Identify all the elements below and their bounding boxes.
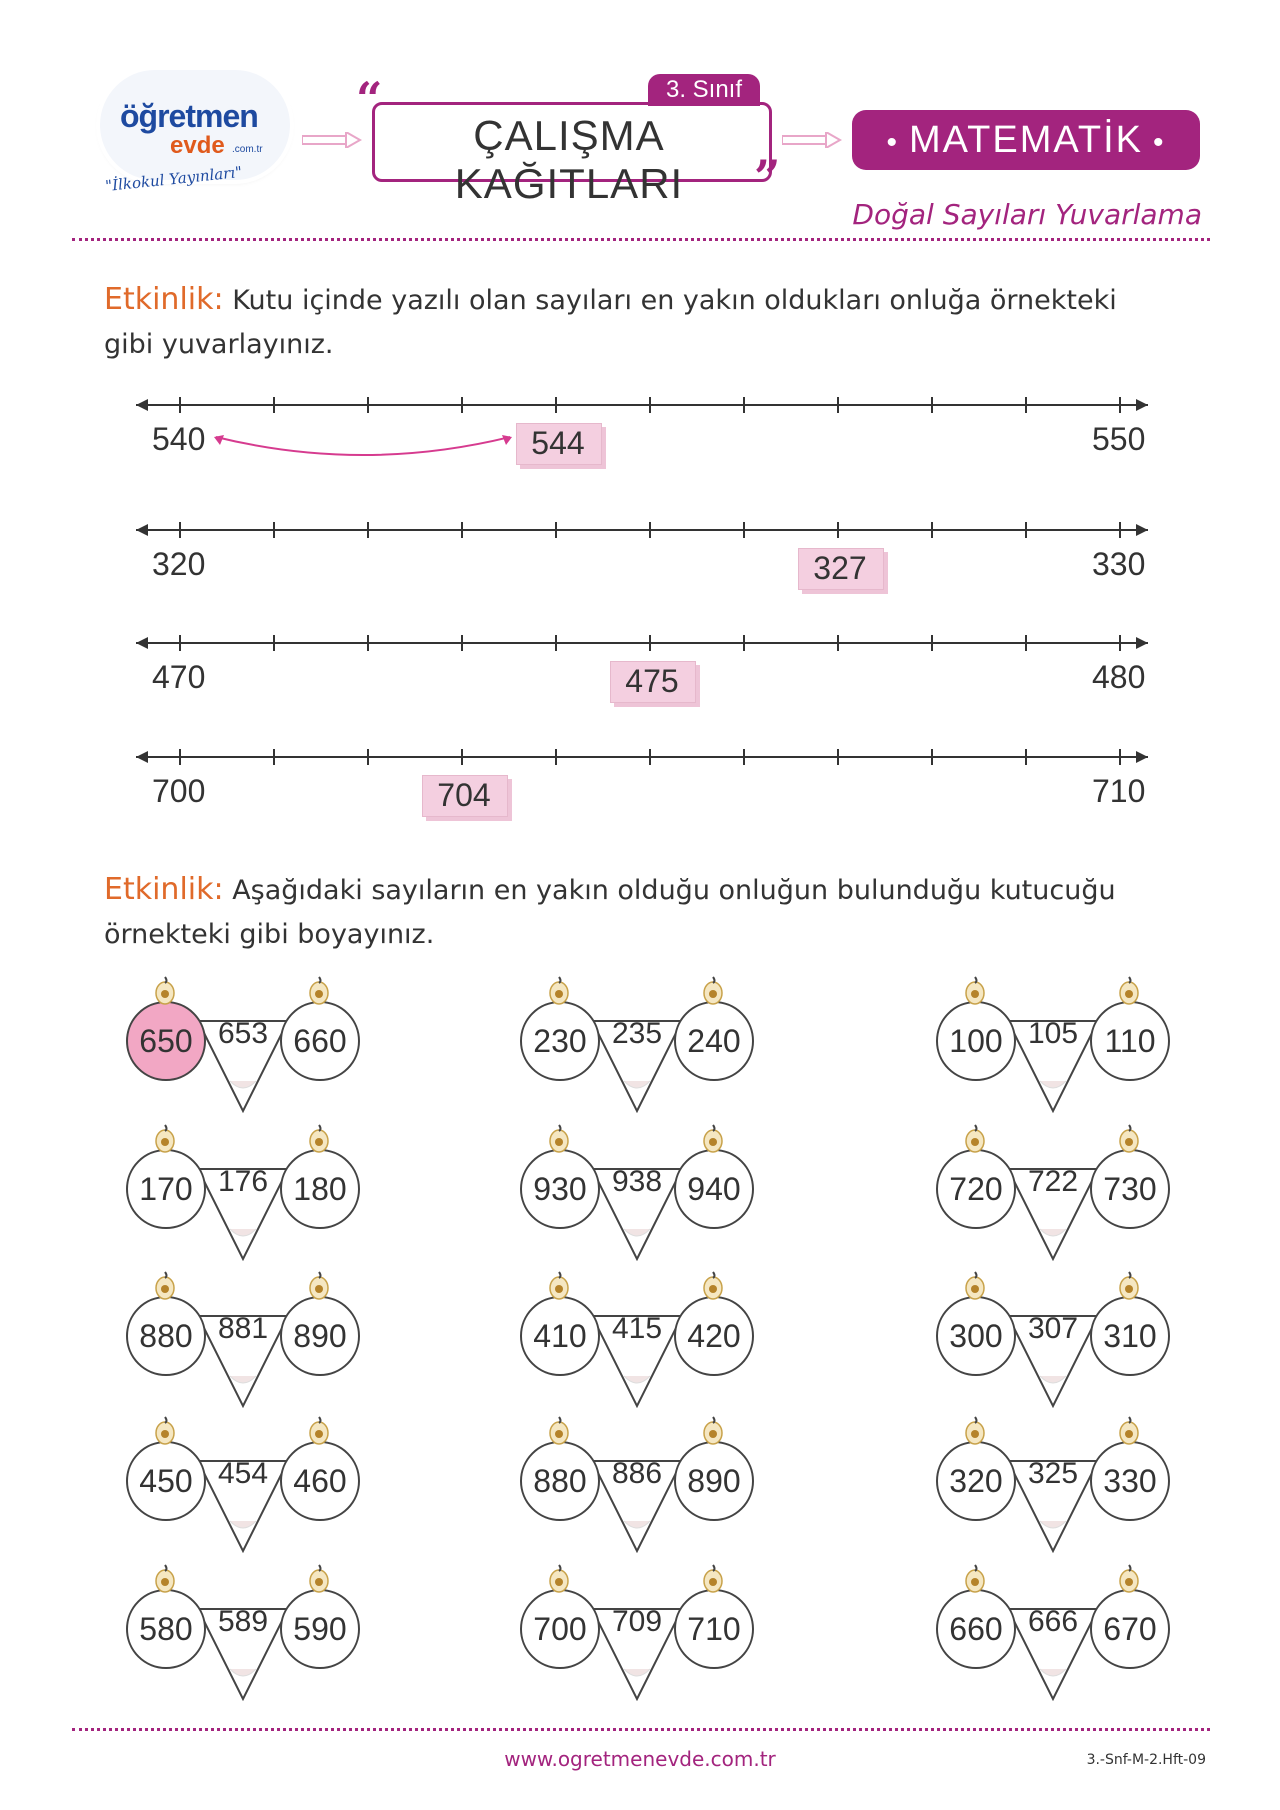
- middle-number: 938: [611, 1165, 663, 1198]
- bead-icon: [548, 975, 570, 1009]
- brick-value: 475: [625, 663, 679, 699]
- middle-number: 653: [217, 1017, 269, 1050]
- logo-main-text: öğretmen: [120, 98, 258, 134]
- left-circle[interactable]: 230: [520, 1001, 600, 1081]
- logo-sub-text: evde: [170, 132, 225, 159]
- bead-icon: [702, 1563, 724, 1597]
- bead-icon: [308, 1563, 330, 1597]
- bead-group: [126, 1270, 360, 1420]
- number-line-start: 700: [152, 773, 206, 809]
- left-circle[interactable]: 930: [520, 1149, 600, 1229]
- left-circle[interactable]: 300: [936, 1296, 1016, 1376]
- right-circle[interactable]: 330: [1090, 1441, 1170, 1521]
- subject-dot-left: •: [886, 126, 899, 159]
- left-circle[interactable]: 880: [126, 1296, 206, 1376]
- bead-icon: [964, 1123, 986, 1157]
- bead-icon: [1118, 1270, 1140, 1304]
- bead-group: [126, 1123, 360, 1273]
- bead-group: [936, 1270, 1170, 1420]
- number-line-end: 550: [1092, 421, 1146, 457]
- number-line-end: 480: [1092, 659, 1146, 695]
- quote-close: ”: [754, 150, 781, 204]
- bead-icon: [1118, 1563, 1140, 1597]
- brick-value: 704: [437, 777, 491, 813]
- bead-icon: [1118, 1123, 1140, 1157]
- subject-badge: [852, 110, 1200, 170]
- footer-code: 3.-Snf-M-2.Hft-09: [1086, 1752, 1206, 1768]
- left-circle[interactable]: 580: [126, 1589, 206, 1669]
- left-circle[interactable]: 320: [936, 1441, 1016, 1521]
- activity1-keyword: Etkinlik:: [104, 282, 224, 317]
- middle-number: 325: [1027, 1457, 1079, 1490]
- activity2-text: Aşağıdaki sayıların en yakın olduğu onluğun bulunduğu kutucuğu örnekteki gibi boyayınız.: [104, 875, 1116, 950]
- number-line-end: 330: [1092, 546, 1146, 582]
- middle-number: 709: [611, 1605, 663, 1638]
- quote-open: “: [356, 72, 383, 126]
- bead-icon: [154, 1123, 176, 1157]
- middle-number: 881: [217, 1312, 269, 1345]
- worksheet-title: ÇALIŞMA KAĞITLARI: [454, 112, 684, 207]
- middle-number: 307: [1027, 1312, 1079, 1345]
- bead-icon: [702, 975, 724, 1009]
- footer-divider: [72, 1728, 1210, 1731]
- bead-group: [936, 1415, 1170, 1565]
- bead-group: [520, 1415, 754, 1565]
- bead-icon: [702, 1415, 724, 1449]
- topic-title: Doğal Sayıları Yuvarlama: [852, 198, 1202, 231]
- left-circle[interactable]: 100: [936, 1001, 1016, 1081]
- number-line-start: 540: [152, 421, 206, 457]
- bead-icon: [548, 1415, 570, 1449]
- footer-url: www.ogretmenevde.com.tr: [504, 1747, 776, 1771]
- number-line-axis: [0, 516, 1280, 544]
- middle-number: 666: [1027, 1605, 1079, 1638]
- bead-group: [126, 1415, 360, 1565]
- right-circle[interactable]: 240: [674, 1001, 754, 1081]
- bead-group: [936, 1123, 1170, 1273]
- right-circle[interactable]: 940: [674, 1149, 754, 1229]
- right-circle[interactable]: 420: [674, 1296, 754, 1376]
- middle-number: 176: [217, 1165, 269, 1198]
- bead-group: [126, 975, 360, 1125]
- bead-group: [126, 1563, 360, 1713]
- right-circle[interactable]: 460: [280, 1441, 360, 1521]
- bead-icon: [154, 975, 176, 1009]
- bead-group: [936, 975, 1170, 1125]
- bead-group: [520, 975, 754, 1125]
- publisher-logo: [100, 60, 300, 210]
- right-circle[interactable]: 710: [674, 1589, 754, 1669]
- subject-dot-right: •: [1153, 126, 1166, 159]
- bead-icon: [702, 1123, 724, 1157]
- left-circle[interactable]: 660: [936, 1589, 1016, 1669]
- subject-label: MATEMATİK: [908, 119, 1144, 161]
- bead-icon: [154, 1563, 176, 1597]
- bead-icon: [308, 975, 330, 1009]
- header-divider: [72, 238, 1210, 241]
- number-line-start: 470: [152, 659, 206, 695]
- bead-icon: [964, 1563, 986, 1597]
- header-arrow-icon-2: [782, 132, 842, 148]
- number-line-axis: [0, 391, 1280, 419]
- right-circle[interactable]: 590: [280, 1589, 360, 1669]
- middle-number: 886: [611, 1457, 663, 1490]
- brick-value: 327: [813, 550, 867, 586]
- right-circle[interactable]: 660: [280, 1001, 360, 1081]
- bead-icon: [308, 1415, 330, 1449]
- left-circle[interactable]: 410: [520, 1296, 600, 1376]
- right-circle[interactable]: 180: [280, 1149, 360, 1229]
- brick-value: 544: [531, 425, 585, 461]
- middle-number: 454: [217, 1457, 269, 1490]
- bead-icon: [964, 1415, 986, 1449]
- left-circle[interactable]: 450: [126, 1441, 206, 1521]
- middle-number: 722: [1027, 1165, 1079, 1198]
- left-circle[interactable]: 880: [520, 1441, 600, 1521]
- number-line-start: 320: [152, 546, 206, 582]
- logo-tld-text: .com.tr: [232, 144, 263, 155]
- right-circle[interactable]: 730: [1090, 1149, 1170, 1229]
- bead-icon: [964, 1270, 986, 1304]
- bead-icon: [548, 1270, 570, 1304]
- middle-number: 105: [1027, 1017, 1079, 1050]
- bead-icon: [154, 1415, 176, 1449]
- left-circle[interactable]: 720: [936, 1149, 1016, 1229]
- bead-icon: [308, 1270, 330, 1304]
- bead-group: [520, 1123, 754, 1273]
- right-circle[interactable]: 110: [1090, 1001, 1170, 1081]
- activity2-instruction: [104, 868, 1164, 957]
- bead-icon: [308, 1123, 330, 1157]
- bead-group: [520, 1270, 754, 1420]
- activity2-keyword: Etkinlik:: [104, 872, 224, 907]
- right-circle[interactable]: 890: [674, 1441, 754, 1521]
- bead-icon: [964, 975, 986, 1009]
- activity1-instruction: [104, 278, 1164, 367]
- header-arrow-icon: [302, 132, 362, 148]
- number-line-axis: [0, 743, 1280, 771]
- middle-number: 235: [611, 1017, 663, 1050]
- bead-icon: [1118, 1415, 1140, 1449]
- number-line-axis: [0, 629, 1280, 657]
- middle-number: 415: [611, 1312, 663, 1345]
- number-line-end: 710: [1092, 773, 1146, 809]
- right-circle[interactable]: 310: [1090, 1296, 1170, 1376]
- left-circle[interactable]: 650: [126, 1001, 206, 1081]
- bead-icon: [548, 1123, 570, 1157]
- bead-group: [520, 1563, 754, 1713]
- bead-icon: [154, 1270, 176, 1304]
- middle-number: 589: [217, 1605, 269, 1638]
- right-circle[interactable]: 890: [280, 1296, 360, 1376]
- left-circle[interactable]: 170: [126, 1149, 206, 1229]
- bead-group: [936, 1563, 1170, 1713]
- right-circle[interactable]: 670: [1090, 1589, 1170, 1669]
- example-arrow-icon: [210, 427, 516, 467]
- bead-icon: [548, 1563, 570, 1597]
- bead-icon: [1118, 975, 1140, 1009]
- activity1-text: Kutu içinde yazılı olan sayıları en yakın oldukları onluğa örnekteki gibi yuvarlayınız.: [104, 285, 1117, 360]
- grade-badge: 3. Sınıf: [648, 74, 760, 106]
- logo-tagline: "İlkokul Yayınları": [104, 162, 243, 196]
- left-circle[interactable]: 700: [520, 1589, 600, 1669]
- bead-icon: [702, 1270, 724, 1304]
